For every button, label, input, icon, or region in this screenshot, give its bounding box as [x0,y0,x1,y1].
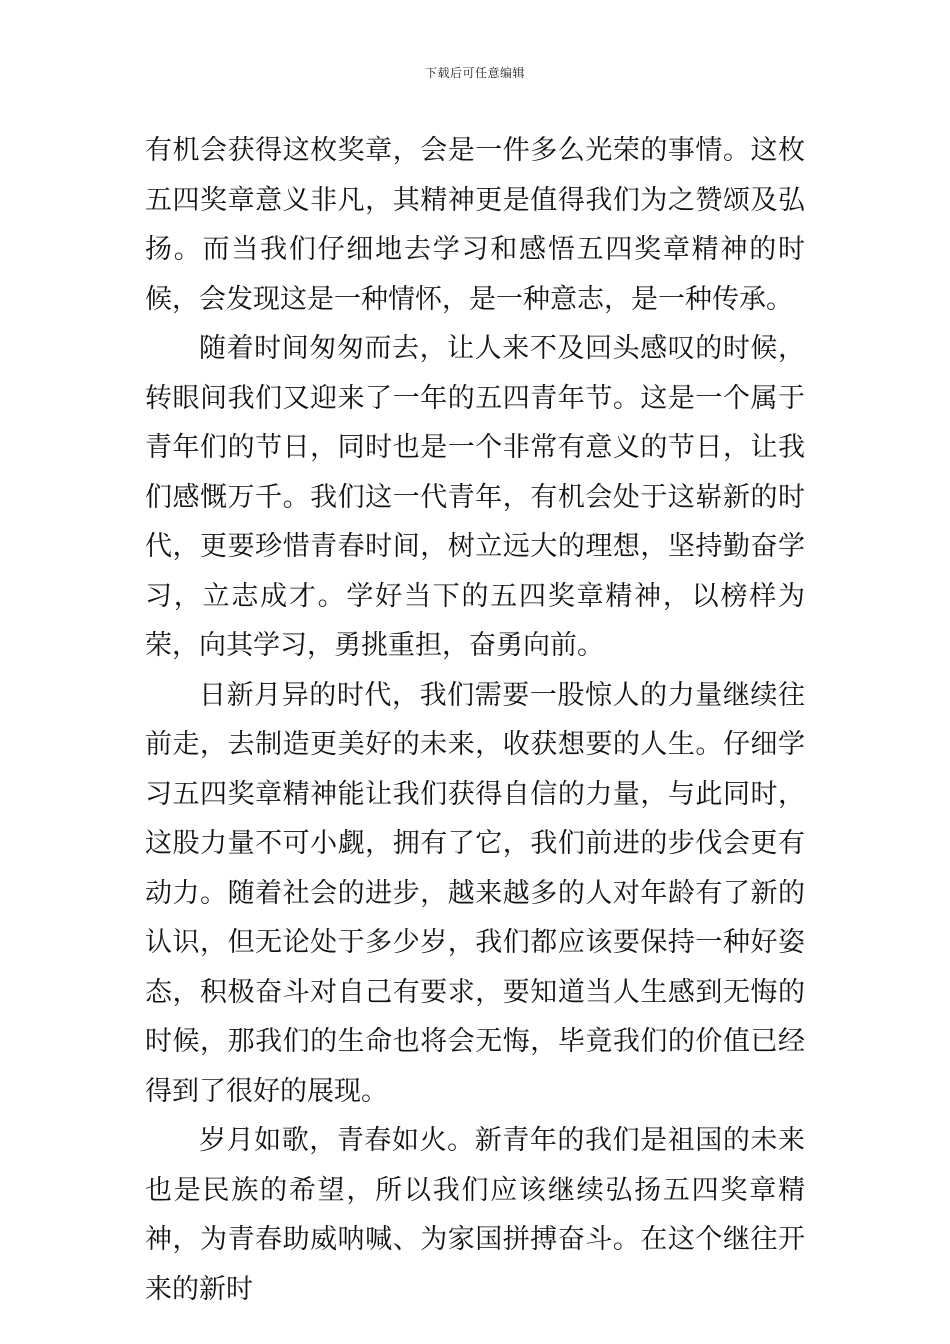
document-body [145,126,805,1314]
paragraph-4: 岁月如歌，青春如火。新青年的我们是祖国的未来也是民族的希望，所以我们应该继续弘扬五四奖章精神，为青春助威呐喊、为家国拼搏奋斗。在这个继往开来的新时 [145,1125,805,1305]
paragraph-1: 有机会获得这枚奖章，会是一件多么光荣的事情。这枚五四奖章意义非凡，其精神更是值得我们为之赞颂及弘扬。而当我们仔细地去学习和感悟五四奖章精神的时候，会发现这是一种情怀，是一种意志，是一种传承。 [145,135,805,315]
page-header: 下载后可任意编辑 [424,66,525,80]
paragraph-2: 随着时间匆匆而去，让人来不及回头感叹的时候，转眼间我们又迎来了一年的五四青年节。这是一个属于青年们的节日，同时也是一个非常有意义的节日，让我们感慨万千。我们这一代青年，有机会处于这崭新的时代，更要珍惜青春时间，树立远大的理想，坚持勤奋学习，立志成才。学好当下的五四奖章精神，以榜样为荣，向其学习，勇挑重担，奋勇向前。 [145,333,805,661]
paragraph-3: 日新月异的时代，我们需要一股惊人的力量继续往前走，去制造更美好的未来，收获想要的人生。仔细学习五四奖章精神能让我们获得自信的力量，与此同时，这股力量不可小觑，拥有了它，我们前进的步伐会更有动力。随着社会的进步，越来越多的人对年龄有了新的认识，但无论处于多少岁，我们都应该要保持一种好姿态，积极奋斗对自己有要求，要知道当人生感到无悔的时候，那我们的生命也将会无悔，毕竟我们的价值已经得到了很好的展现。 [145,679,805,1107]
